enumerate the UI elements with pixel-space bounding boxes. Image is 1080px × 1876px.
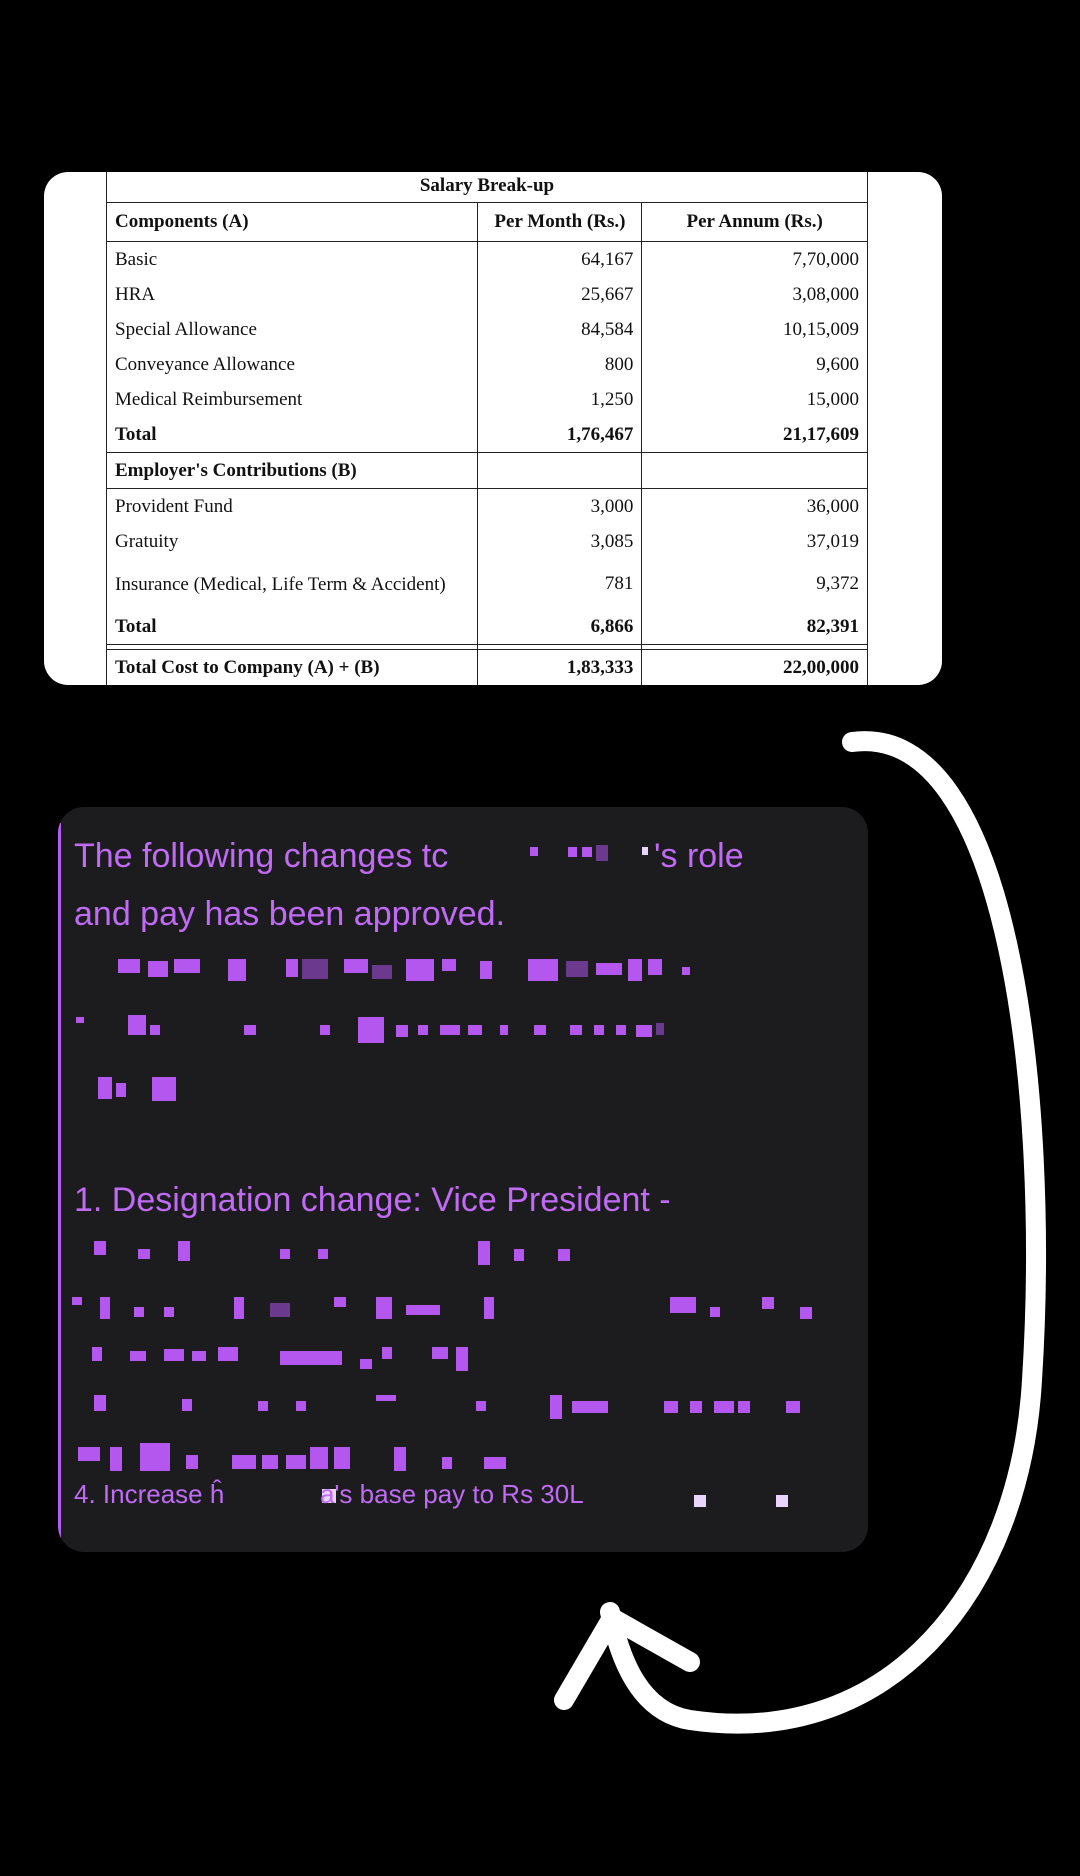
total-label: Total [107, 609, 478, 645]
row-label: Conveyance Allowance [107, 347, 478, 382]
row-month: 781 [478, 559, 642, 609]
row-month: 84,584 [478, 312, 642, 347]
row-annum: 3,08,000 [642, 277, 868, 312]
row-annum: 37,019 [642, 524, 868, 559]
message-line-2: and pay has been approved. [74, 895, 506, 933]
row-annum: 7,70,000 [642, 242, 868, 278]
row-month: 1,250 [478, 382, 642, 417]
row-annum: 15,000 [642, 382, 868, 417]
row-label: Special Allowance [107, 312, 478, 347]
row-month: 3,085 [478, 524, 642, 559]
row-annum: 9,600 [642, 347, 868, 382]
row-label: Insurance (Medical, Life Term & Accident) [107, 559, 478, 609]
row-label: Basic [107, 242, 478, 278]
total-annum: 82,391 [642, 609, 868, 645]
row-annum: 9,372 [642, 559, 868, 609]
row-annum: 36,000 [642, 489, 868, 525]
table-caption: Salary Break-up [107, 172, 868, 203]
employer-header: Employer's Contributions (B) [107, 453, 478, 489]
message-increase-line-b: a's base pay to Rs 30L [320, 1479, 584, 1509]
row-label: HRA [107, 277, 478, 312]
message-line-1b: 's role [654, 837, 744, 875]
total-label: Total [107, 417, 478, 453]
total-month: 6,866 [478, 609, 642, 645]
message-designation-line: 1. Designation change: Vice President - [74, 1181, 671, 1219]
message-line-1a: The following changes tc [74, 837, 449, 875]
row-label: Medical Reimbursement [107, 382, 478, 417]
header-components: Components (A) [107, 203, 478, 242]
row-month: 64,167 [478, 242, 642, 278]
row-month: 800 [478, 347, 642, 382]
ctc-annum: 22,00,000 [642, 650, 868, 686]
row-label: Gratuity [107, 524, 478, 559]
header-per-annum: Per Annum (Rs.) [642, 203, 868, 242]
header-per-month: Per Month (Rs.) [478, 203, 642, 242]
ctc-month: 1,83,333 [478, 650, 642, 686]
message-increase-line-a: 4. Increase ĥ [74, 1479, 225, 1509]
ctc-label: Total Cost to Company (A) + (B) [107, 650, 478, 686]
row-month: 25,667 [478, 277, 642, 312]
total-month: 1,76,467 [478, 417, 642, 453]
row-annum: 10,15,009 [642, 312, 868, 347]
row-label: Provident Fund [107, 489, 478, 525]
total-annum: 21,17,609 [642, 417, 868, 453]
row-month: 3,000 [478, 489, 642, 525]
